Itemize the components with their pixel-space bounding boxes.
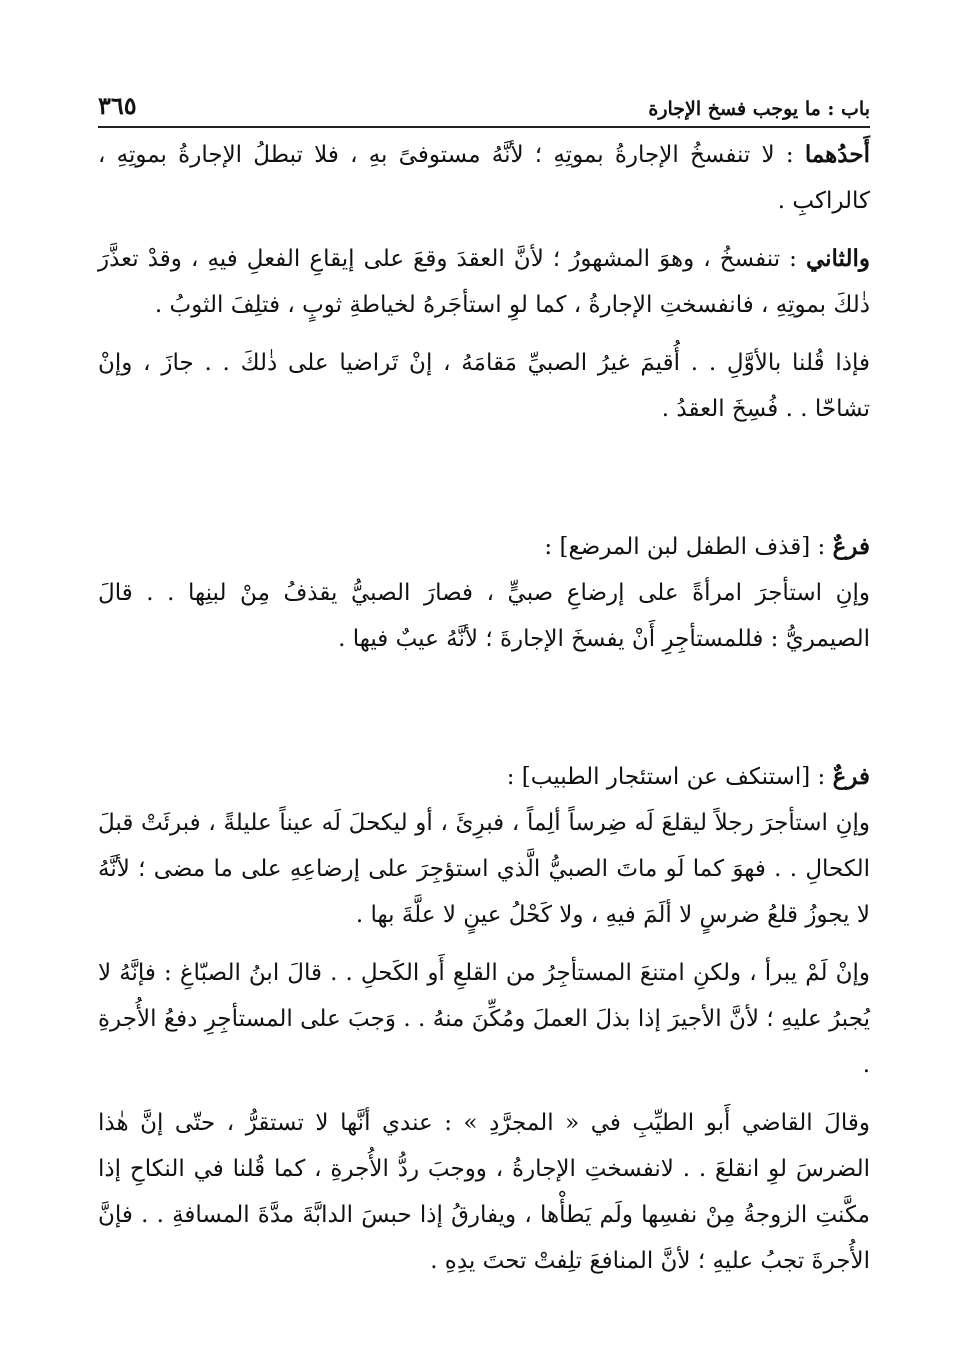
branch-2-paragraph: وإنِ استأجرَ رجلاً ليقلعَ لَه ضِرساً ألِماً ، فبرِئَ ، أو ليكحلَ لَه عيناً عليلةً ، فبرئَتْ قبلَ الكحالِ . . فهوَ كما لَو ماتَ الصبيُّ الَّذي استؤجِرَ على إرضاعِهِ على ما مضى ؛ لأنَّهُ لا يجوزُ قلعُ ضرسٍ لا ألَمَ فيهِ ، ولا كَحْلُ عينٍ لا علَّةَ بها . [98, 810, 870, 928]
paragraph-text: : تنفسخُ ، وهوَ المشهورُ ؛ لأنَّ العقدَ وقعَ على إيقاعِ الفعلِ فيهِ ، وقدْ تعذَّرَ ذٰلكَ بموتِهِ ، فانفسختِ الإجارةُ ، كما لوِ استأجَرهُ لخياطةِ ثوبٍ ، فتلِفَ الثوبُ . [98, 246, 870, 318]
branch-heading-1 [98, 524, 870, 570]
paragraph-conclusion [98, 340, 870, 432]
paragraph-lead: أَحدُهما [804, 141, 870, 168]
paragraph-lead: والثاني [805, 245, 870, 272]
page-number: ٣٦٥ [98, 91, 137, 120]
branch-label: فرعٌ [832, 763, 870, 790]
body-text [98, 132, 870, 1296]
paragraph-first-view [98, 132, 870, 224]
running-head: باب : ما يوجب فسخ الإجارة [648, 98, 870, 120]
branch-heading-2 [98, 754, 870, 800]
branch-1-text: وإنِ استأجرَ امرأةً على إرضاعِ صبيٍّ ، فصارَ الصبيُّ يقذفُ مِنْ لبنِها . . قالَ الصيمريُّ : فللمستأجِرِ أَنْ يفسخَ الإجارةَ ؛ لأنَّهُ عيبٌ فيها . [98, 580, 870, 652]
paragraph-second-view [98, 236, 870, 328]
paragraph-text: : لا تنفسخُ الإجارةُ بموتِهِ ؛ لأنَّهُ مستوفىً بهِ ، فلا تبطلُ الإجارةُ بموتِهِ ، كالراكبِ . [98, 142, 870, 214]
branch-label: فرعٌ [832, 533, 870, 560]
branch-2-paragraph: وإنْ لَمْ يبرأ ، ولكنِ امتنعَ المستأجِرُ من القلعِ أَو الكَحلِ . . قالَ ابنُ الصبّاغِ : فإنَّهُ لا يُجبرُ عليهِ ؛ لأنَّ الأجيرَ إذا بذلَ العملَ ومُكِّنَ منهُ . . وَجبَ على المستأجِرِ دفعُ الأُجرةِ . [98, 960, 870, 1078]
page-header [98, 78, 870, 128]
branch-2-paragraph: وقالَ القاضي أَبو الطيِّبِ في « المجرَّدِ » : عندي أنَّها لا تستقرُّ ، حتّى إنَّ هٰذا الضرسَ لوِ انقلعَ . . لانفسختِ الإجارةُ ، ووجبَ ردُّ الأُجرةِ ، كما قُلنا في النكاحِ إذا مكَّنتِ الزوجةُ مِنْ نفسِها ولَم يَطأْها ، ويفارقُ إذا حبسَ الدابَّةَ مدَّةَ المسافةِ . . فإنَّ الأُجرةَ تجبُ عليهِ ؛ لأنَّ المنافعَ تلِفتْ تحتَ يدِهِ . [98, 1110, 870, 1274]
paragraph-text: فإذا قُلنا بالأوَّلِ . . أُقيمَ غيرُ الصبيِّ مَقامَهُ ، إنْ تَراضيا على ذٰلكَ . . جازَ ، وإنْ تشاحّا . . فُسِخَ العقدُ . [98, 350, 870, 422]
branch-title: : [استنكف عن استئجار الطبيب] : [506, 764, 833, 790]
branch-title: : [قذف الطفل لبن المرضع] : [544, 534, 833, 560]
